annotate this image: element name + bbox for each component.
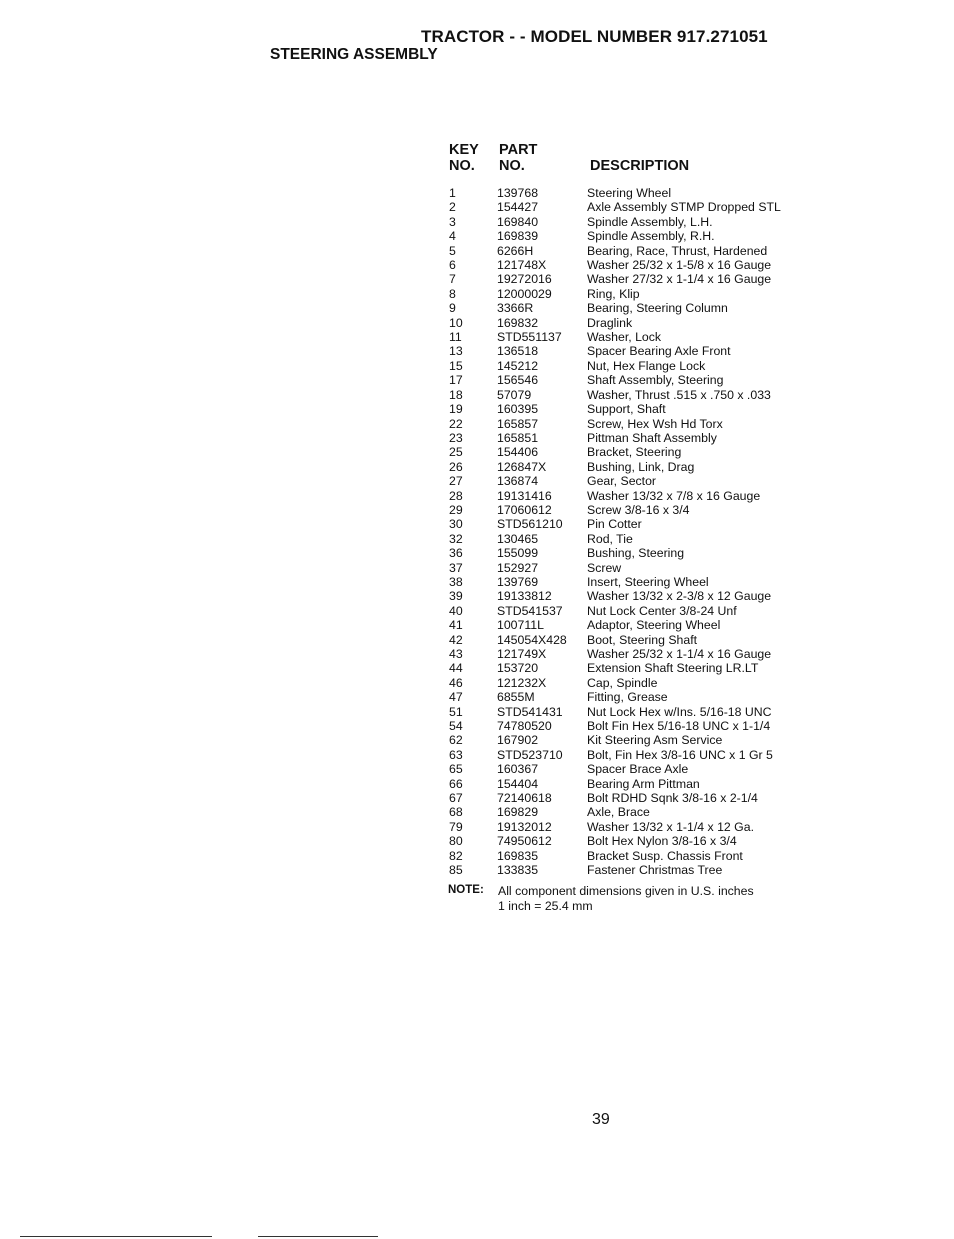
key-number: 7 xyxy=(449,272,456,287)
note-label: NOTE: xyxy=(448,884,484,896)
table-row xyxy=(449,661,809,675)
part-description: Shaft Assembly, Steering xyxy=(587,373,724,388)
table-row xyxy=(449,834,809,848)
key-number: 17 xyxy=(449,373,463,388)
parts-table xyxy=(449,186,809,878)
key-number: 40 xyxy=(449,603,463,618)
key-number: 46 xyxy=(449,675,463,690)
table-row xyxy=(449,791,809,805)
part-description: Steering Wheel xyxy=(587,186,672,200)
part-description: Spindle Assembly, R.H. xyxy=(587,229,715,244)
part-number: 160367 xyxy=(497,762,539,777)
key-number: 54 xyxy=(449,719,463,734)
table-row xyxy=(449,330,809,344)
key-header-line2: NO. xyxy=(449,158,475,174)
part-description: Cap, Spindle xyxy=(587,675,658,690)
part-description: Washer 13/32 x 2-3/8 x 12 Gauge xyxy=(587,589,772,604)
table-row xyxy=(449,258,809,272)
part-number: 121748X xyxy=(497,258,547,273)
table-row xyxy=(449,647,809,661)
part-number: 165857 xyxy=(497,416,539,431)
key-number: 10 xyxy=(449,315,463,330)
part-number: 154427 xyxy=(497,200,539,215)
table-row xyxy=(449,417,809,431)
part-number: 152927 xyxy=(497,560,539,575)
table-row xyxy=(449,344,809,358)
part-description: Bearing, Race, Thrust, Hardened xyxy=(587,243,768,258)
part-number: 165851 xyxy=(497,430,539,445)
part-description: Screw, Hex Wsh Hd Torx xyxy=(587,416,723,431)
table-row xyxy=(449,733,809,747)
part-description: Fitting, Grease xyxy=(587,690,668,705)
part-description: Washer 25/32 x 1-1/4 x 16 Gauge xyxy=(587,647,772,661)
bottom-rule-right xyxy=(258,1236,378,1237)
part-number: 121232X xyxy=(497,675,547,690)
part-header-line2: NO. xyxy=(499,158,525,174)
part-description: Bushing, Link, Drag xyxy=(587,459,695,474)
table-row xyxy=(449,301,809,315)
table-row xyxy=(449,561,809,575)
table-row xyxy=(449,517,809,531)
table-row xyxy=(449,546,809,560)
part-number: 156546 xyxy=(497,373,539,388)
table-row xyxy=(449,186,809,200)
key-number: 25 xyxy=(449,445,463,460)
table-row xyxy=(449,532,809,546)
part-number: 19131416 xyxy=(497,488,552,503)
part-number: 145054X428 xyxy=(497,632,567,647)
part-description: Bearing Arm Pittman xyxy=(587,776,700,791)
part-description: Screw 3/8-16 x 3/4 xyxy=(587,502,690,517)
part-number: 74950612 xyxy=(497,834,552,849)
page-number: 39 xyxy=(592,1111,610,1128)
part-description: Kit Steering Asm Service xyxy=(587,733,723,748)
table-row xyxy=(449,316,809,330)
part-description: Rod, Tie xyxy=(587,531,633,546)
part-number: 74780520 xyxy=(497,719,552,734)
part-number: 133835 xyxy=(497,863,539,878)
part-number: 57079 xyxy=(497,387,532,402)
note-line-2: 1 inch = 25.4 mm xyxy=(498,898,593,913)
part-description: Washer 25/32 x 1-5/8 x 16 Gauge xyxy=(587,258,772,273)
part-description: Pittman Shaft Assembly xyxy=(587,430,717,445)
bottom-rule-left xyxy=(20,1236,212,1237)
table-row xyxy=(449,445,809,459)
part-number: 17060612 xyxy=(497,502,552,517)
key-number: 18 xyxy=(449,387,463,402)
part-description: Axle Assembly STMP Dropped STL xyxy=(587,200,781,215)
part-number: 6266H xyxy=(497,243,534,258)
note-line-1: All component dimensions given in U.S. inches xyxy=(498,884,754,898)
table-row xyxy=(449,229,809,243)
part-description: Pin Cotter xyxy=(587,517,642,532)
key-number: 8 xyxy=(449,286,456,301)
key-number: 3 xyxy=(449,214,456,229)
table-row xyxy=(449,287,809,301)
table-row xyxy=(449,474,809,488)
part-description: Support, Shaft xyxy=(587,402,666,417)
part-number: 169839 xyxy=(497,229,539,244)
part-number: 167902 xyxy=(497,733,539,748)
part-number: 6855M xyxy=(497,690,535,705)
part-number: STD561210 xyxy=(497,517,563,532)
part-number: STD551137 xyxy=(497,330,562,345)
part-description: Bushing, Steering xyxy=(587,546,685,561)
part-number: 19272016 xyxy=(497,272,552,287)
part-description: Bearing, Steering Column xyxy=(587,301,728,316)
part-number: 160395 xyxy=(497,402,539,417)
key-number: 67 xyxy=(449,791,463,806)
key-number: 29 xyxy=(449,502,463,517)
key-number: 19 xyxy=(449,402,463,417)
part-description: Fastener Christmas Tree xyxy=(587,863,723,878)
part-number: STD523710 xyxy=(497,747,563,762)
key-number: 13 xyxy=(449,344,463,359)
key-number: 4 xyxy=(449,229,456,244)
part-description: Washer 13/32 x 1-1/4 x 12 Ga. xyxy=(587,819,755,834)
part-number: 169832 xyxy=(497,315,539,330)
part-description: Bracket Susp. Chassis Front xyxy=(587,848,743,863)
part-number: 72140618 xyxy=(497,791,552,806)
key-number: 26 xyxy=(449,459,463,474)
part-number: 169840 xyxy=(497,214,539,229)
part-description: Nut Lock Hex w/Ins. 5/16-18 UNC xyxy=(587,704,772,719)
part-number: STD541431 xyxy=(497,704,563,719)
part-number: 126847X xyxy=(497,459,547,474)
part-number: 100711L xyxy=(497,618,544,633)
part-description: Spindle Assembly, L.H. xyxy=(587,214,713,229)
key-number: 82 xyxy=(449,848,463,863)
table-row xyxy=(449,373,809,387)
part-description: Washer 13/32 x 7/8 x 16 Gauge xyxy=(587,488,761,503)
key-number: 30 xyxy=(449,517,463,532)
table-row xyxy=(449,575,809,589)
key-number: 62 xyxy=(449,733,463,748)
part-number: 12000029 xyxy=(497,286,552,301)
key-number: 28 xyxy=(449,488,463,503)
description-header: DESCRIPTION xyxy=(590,158,690,174)
key-number: 5 xyxy=(449,243,456,258)
table-row xyxy=(449,589,809,603)
key-number: 42 xyxy=(449,632,463,647)
part-number: 3366R xyxy=(497,301,534,316)
key-number: 27 xyxy=(449,474,463,489)
part-description: Spacer Bearing Axle Front xyxy=(587,344,731,359)
part-description: Bolt Hex Nylon 3/8-16 x 3/4 xyxy=(587,834,737,849)
part-description: Boot, Steering Shaft xyxy=(587,632,698,647)
page-title: TRACTOR - - MODEL NUMBER 917.271051 xyxy=(421,27,768,46)
part-description: Draglink xyxy=(587,315,633,330)
part-description: Adaptor, Steering Wheel xyxy=(587,618,721,633)
part-description: Washer, Lock xyxy=(587,330,662,345)
part-number: 153720 xyxy=(497,661,539,676)
part-description: Bolt RDHD Sqnk 3/8-16 x 2-1/4 xyxy=(587,791,758,806)
table-row xyxy=(449,777,809,791)
table-row xyxy=(449,805,809,819)
part-number: 136518 xyxy=(497,344,539,359)
table-row xyxy=(449,676,809,690)
table-row xyxy=(449,272,809,286)
key-number: 47 xyxy=(449,690,463,705)
part-number: 136874 xyxy=(497,474,539,489)
key-number: 39 xyxy=(449,589,463,604)
part-description: Washer 27/32 x 1-1/4 x 16 Gauge xyxy=(587,272,772,287)
part-number: 169829 xyxy=(497,805,539,820)
section-title: STEERING ASSEMBLY xyxy=(270,46,438,63)
key-number: 1 xyxy=(449,186,456,200)
part-number: 121749X xyxy=(497,647,547,661)
table-row xyxy=(449,618,809,632)
table-row xyxy=(449,402,809,416)
key-number: 2 xyxy=(449,200,456,215)
table-row xyxy=(449,215,809,229)
part-description: Extension Shaft Steering LR.LT xyxy=(587,661,759,676)
part-number: 19133812 xyxy=(497,589,552,604)
table-row xyxy=(449,244,809,258)
table-row xyxy=(449,863,809,877)
key-number: 85 xyxy=(449,863,463,878)
part-description: Nut, Hex Flange Lock xyxy=(587,358,706,373)
table-row xyxy=(449,849,809,863)
key-number: 23 xyxy=(449,430,463,445)
part-description: Ring, Klip xyxy=(587,286,640,301)
part-description: Axle, Brace xyxy=(587,805,650,820)
table-row xyxy=(449,388,809,402)
table-row xyxy=(449,762,809,776)
part-description: Bolt Fin Hex 5/16-18 UNC x 1-1/4 xyxy=(587,719,771,734)
table-row xyxy=(449,748,809,762)
part-description: Bolt, Fin Hex 3/8-16 UNC x 1 Gr 5 xyxy=(587,747,773,762)
key-number: 37 xyxy=(449,560,463,575)
key-number: 41 xyxy=(449,618,463,633)
part-number: 169835 xyxy=(497,848,539,863)
part-description: Spacer Brace Axle xyxy=(587,762,689,777)
table-row xyxy=(449,200,809,214)
key-number: 63 xyxy=(449,747,463,762)
part-number: 145212 xyxy=(497,358,539,373)
part-header-line1: PART xyxy=(499,142,538,158)
key-header-line1: KEY xyxy=(449,142,479,158)
table-row xyxy=(449,604,809,618)
key-number: 80 xyxy=(449,834,463,849)
part-description: Screw xyxy=(587,560,622,575)
table-row xyxy=(449,690,809,704)
part-number: 154404 xyxy=(497,776,539,791)
table-row xyxy=(449,489,809,503)
table-row xyxy=(449,719,809,733)
part-number: STD541537 xyxy=(497,603,563,618)
key-number: 79 xyxy=(449,819,463,834)
part-description: Washer, Thrust .515 x .750 x .033 xyxy=(587,387,771,402)
key-number: 43 xyxy=(449,647,463,661)
key-number: 38 xyxy=(449,574,463,589)
part-number: 154406 xyxy=(497,445,539,460)
note-text xyxy=(498,884,754,913)
table-row xyxy=(449,705,809,719)
key-number: 66 xyxy=(449,776,463,791)
part-description: Gear, Sector xyxy=(587,474,657,489)
key-number: 6 xyxy=(449,258,456,273)
key-number: 65 xyxy=(449,762,463,777)
key-number: 11 xyxy=(449,330,462,345)
key-number: 44 xyxy=(449,661,463,676)
key-number: 9 xyxy=(449,301,456,316)
key-number: 68 xyxy=(449,805,463,820)
part-number: 155099 xyxy=(497,546,539,561)
part-number: 19132012 xyxy=(497,819,552,834)
part-description: Bracket, Steering xyxy=(587,445,682,460)
table-row xyxy=(449,633,809,647)
key-number: 36 xyxy=(449,546,463,561)
key-number: 32 xyxy=(449,531,463,546)
part-number: 139769 xyxy=(497,574,539,589)
part-description: Nut Lock Center 3/8-24 Unf xyxy=(587,603,737,618)
table-row xyxy=(449,820,809,834)
key-number: 51 xyxy=(449,704,463,719)
table-row xyxy=(449,503,809,517)
table-row xyxy=(449,431,809,445)
part-number: 139768 xyxy=(497,186,539,200)
table-row xyxy=(449,359,809,373)
key-number: 15 xyxy=(449,358,463,373)
part-number: 130465 xyxy=(497,531,539,546)
key-number: 22 xyxy=(449,416,463,431)
table-row xyxy=(449,460,809,474)
part-description: Insert, Steering Wheel xyxy=(587,574,709,589)
